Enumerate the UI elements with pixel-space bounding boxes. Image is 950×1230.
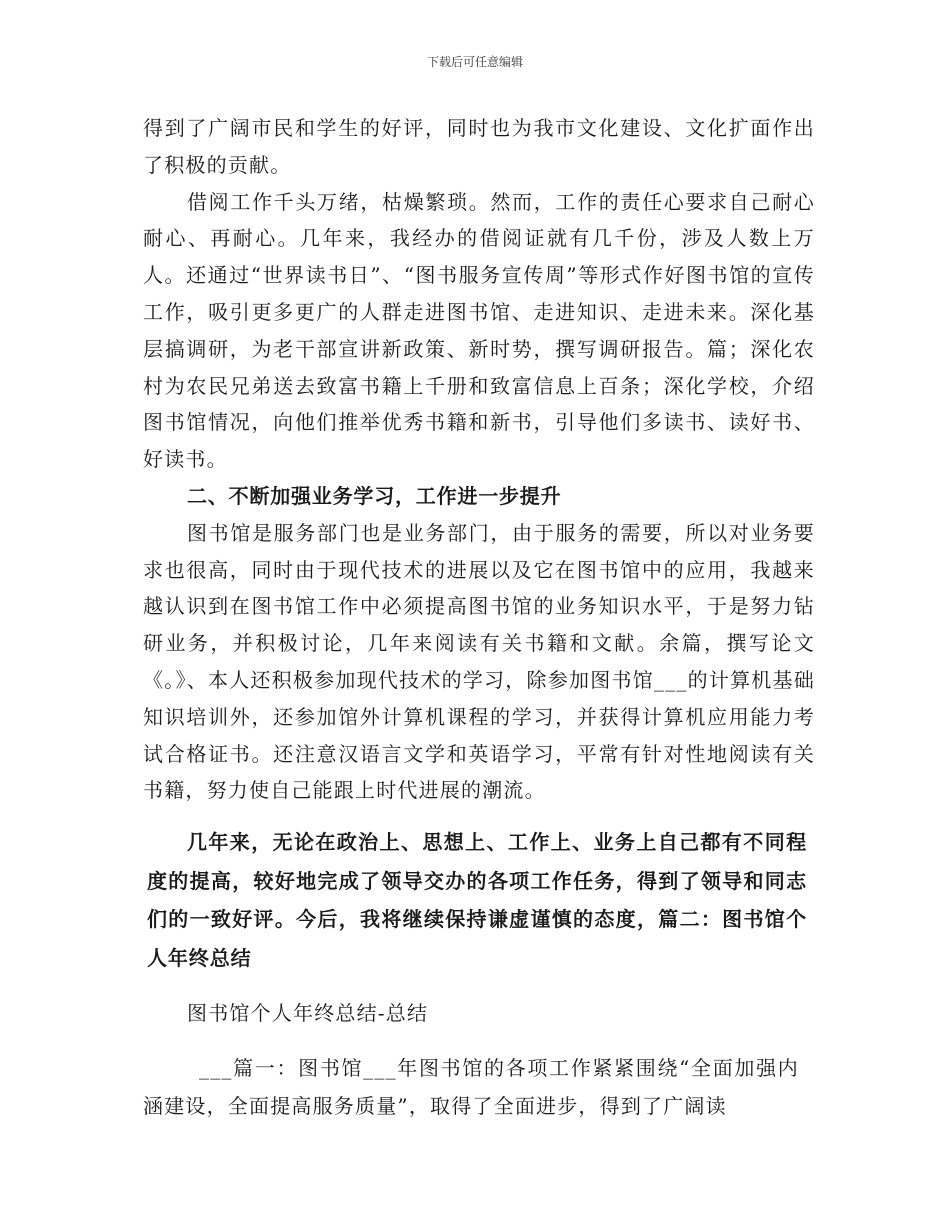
paragraph-summary-bold: 几年来，无论在政治上、思想上、工作上、业务上自己都有不同程度的提高，较好地完成了领导交办的各项工作任务，得到了领导和同志们的一致好评。今后，我将继续保持谦虚谨慎的态度，篇二：图书馆个人年终总结 [147,830,807,970]
document-body [143,110,815,1125]
summary-block [147,823,807,977]
paragraph-continuation: 得到了广阔市民和学生的好评，同时也为我市文化建设、文化扩面作出了积极的贡献。 [143,116,815,177]
page-header: 下载后可任意编辑 [426,55,523,69]
paragraph-lending-work: 借阅工作千头万绪，枯燥繁琐。然而，工作的责任心要求自己耐心耐心、再耐心。几年来，我经办的借阅证就有几千份，涉及人数上万人。还通过“世界读书日”、“图书服务宣传周”等形式作好图书馆的宣传工作，吸引更多更广的人群走进图书馆、走进知识、走进未来。深化基层搞调研，为老干部宣讲新政策、新时势，撰写调研报告。篇；深化农村为农民兄弟送去致富书籍上千册和致富信息上百条；深化学校，介绍图书馆情况，向他们推举优秀书籍和新书，引导他们多读书、读好书、好读书。 [143,189,815,472]
paragraph-business-study: 图书馆是服务部门也是业务部门，由于服务的需要，所以对业务要求也很高，同时由于现代技术的进展以及它在图书馆中的应用，我越来越认识到在图书馆工作中必须提高图书馆的业务知识水平，于是努力钻研业务，并积极讨论，几年来阅读有关书籍和文献。余篇，撰写论文《。》、本人还积极参加现代技术的学习，除参加图书馆___的计算机基础知识培训外，还参加馆外计算机课程的学习，并获得计算机应用能力考试合格证书。还注意汉语言文学和英语学习，平常有针对性地阅读有关书籍，努力使自己能跟上时代进展的潮流。 [143,520,815,803]
section-heading-business-study: 二、不断加强业务学习，工作进一步提升 [187,483,562,508]
subtitle-year-end-summary: 图书馆个人年终总结-总结 [187,1001,429,1026]
paragraph-chapter-one: ___篇一：图书馆___年图书馆的各项工作紧紧围绕“全面加强内涵建设，全面提高服务质量”，取得了全面进步，得到了广阔读 [143,1055,799,1118]
